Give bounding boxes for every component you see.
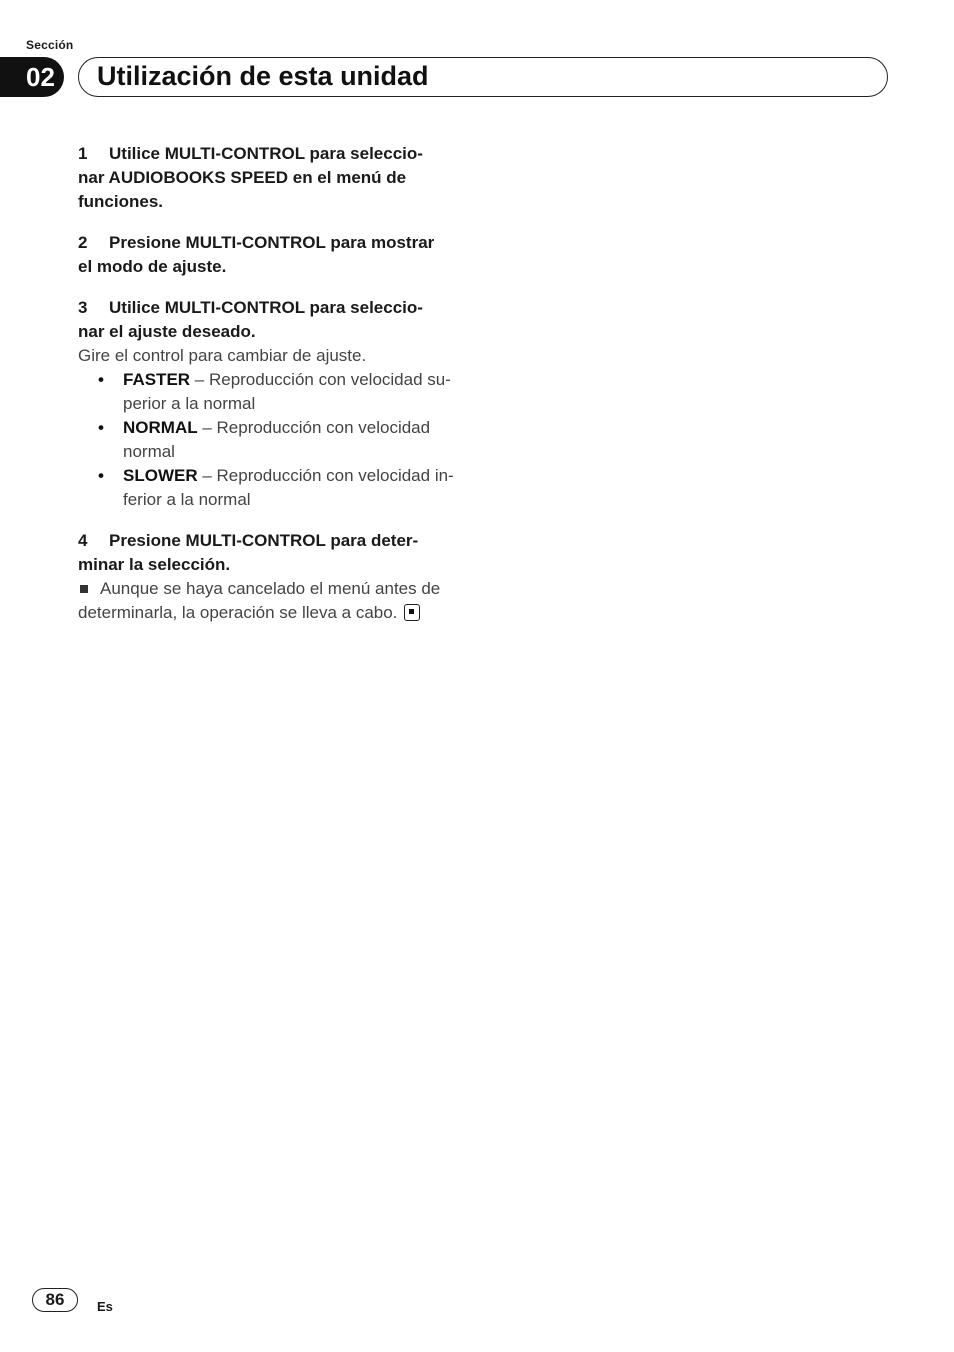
option-text-line: ferior a la normal — [123, 490, 251, 509]
bullet-icon: • — [98, 370, 104, 389]
step-number: 4 — [78, 531, 88, 550]
option-slower — [78, 464, 464, 512]
note-text-line: Aunque se haya cancelado el menú antes de — [100, 579, 441, 598]
main-content — [78, 142, 464, 625]
bullet-icon: • — [98, 418, 104, 437]
bullet-icon: • — [98, 466, 104, 485]
step-text-line: Utilice MULTI-CONTROL para seleccio- — [109, 298, 423, 317]
option-term: NORMAL — [123, 418, 198, 437]
step-2 — [78, 231, 464, 279]
option-faster — [78, 368, 464, 416]
end-of-section-icon — [404, 604, 420, 621]
option-term: SLOWER — [123, 466, 198, 485]
step-text-line: nar AUDIOBOOKS SPEED en el menú de — [78, 168, 407, 187]
step-1 — [78, 142, 464, 214]
option-text-line: – Reproducción con velocidad — [197, 418, 431, 437]
page-number: 86 — [32, 1288, 78, 1312]
step-3-description: Gire el control para cambiar de ajuste. — [78, 346, 367, 365]
section-title-bar — [78, 57, 888, 97]
option-text-line: normal — [123, 442, 175, 461]
option-text-line: – Reproducción con velocidad su- — [190, 370, 451, 389]
step-text-line: Presione MULTI-CONTROL para mostrar — [109, 233, 435, 252]
step-text-line: funciones. — [78, 192, 164, 211]
step-3 — [78, 296, 464, 344]
step-4 — [78, 529, 464, 577]
step-text-line: minar la selección. — [78, 555, 231, 574]
step-text-line: Utilice MULTI-CONTROL para seleccio- — [109, 144, 423, 163]
step-number: 2 — [78, 233, 88, 252]
step-4-note — [78, 577, 464, 625]
step-text-line: Presione MULTI-CONTROL para deter- — [109, 531, 419, 550]
option-term: FASTER — [123, 370, 191, 389]
option-text-line: perior a la normal — [123, 394, 256, 413]
option-text-line: – Reproducción con velocidad in- — [197, 466, 454, 485]
step-number: 1 — [78, 144, 88, 163]
step-text-line: el modo de ajuste. — [78, 257, 227, 276]
note-text-line: determinarla, la operación se lleva a cabo. — [78, 603, 398, 622]
step-number: 3 — [78, 298, 88, 317]
note-square-icon — [80, 585, 88, 593]
speed-options-list — [78, 368, 464, 512]
step-text-line: nar el ajuste deseado. — [78, 322, 256, 341]
section-label: Sección — [26, 38, 74, 52]
option-normal — [78, 416, 464, 464]
page-title: Utilización de esta unidad — [97, 61, 429, 91]
section-number-badge: 02 — [0, 57, 64, 97]
language-label: Es — [97, 1299, 113, 1314]
